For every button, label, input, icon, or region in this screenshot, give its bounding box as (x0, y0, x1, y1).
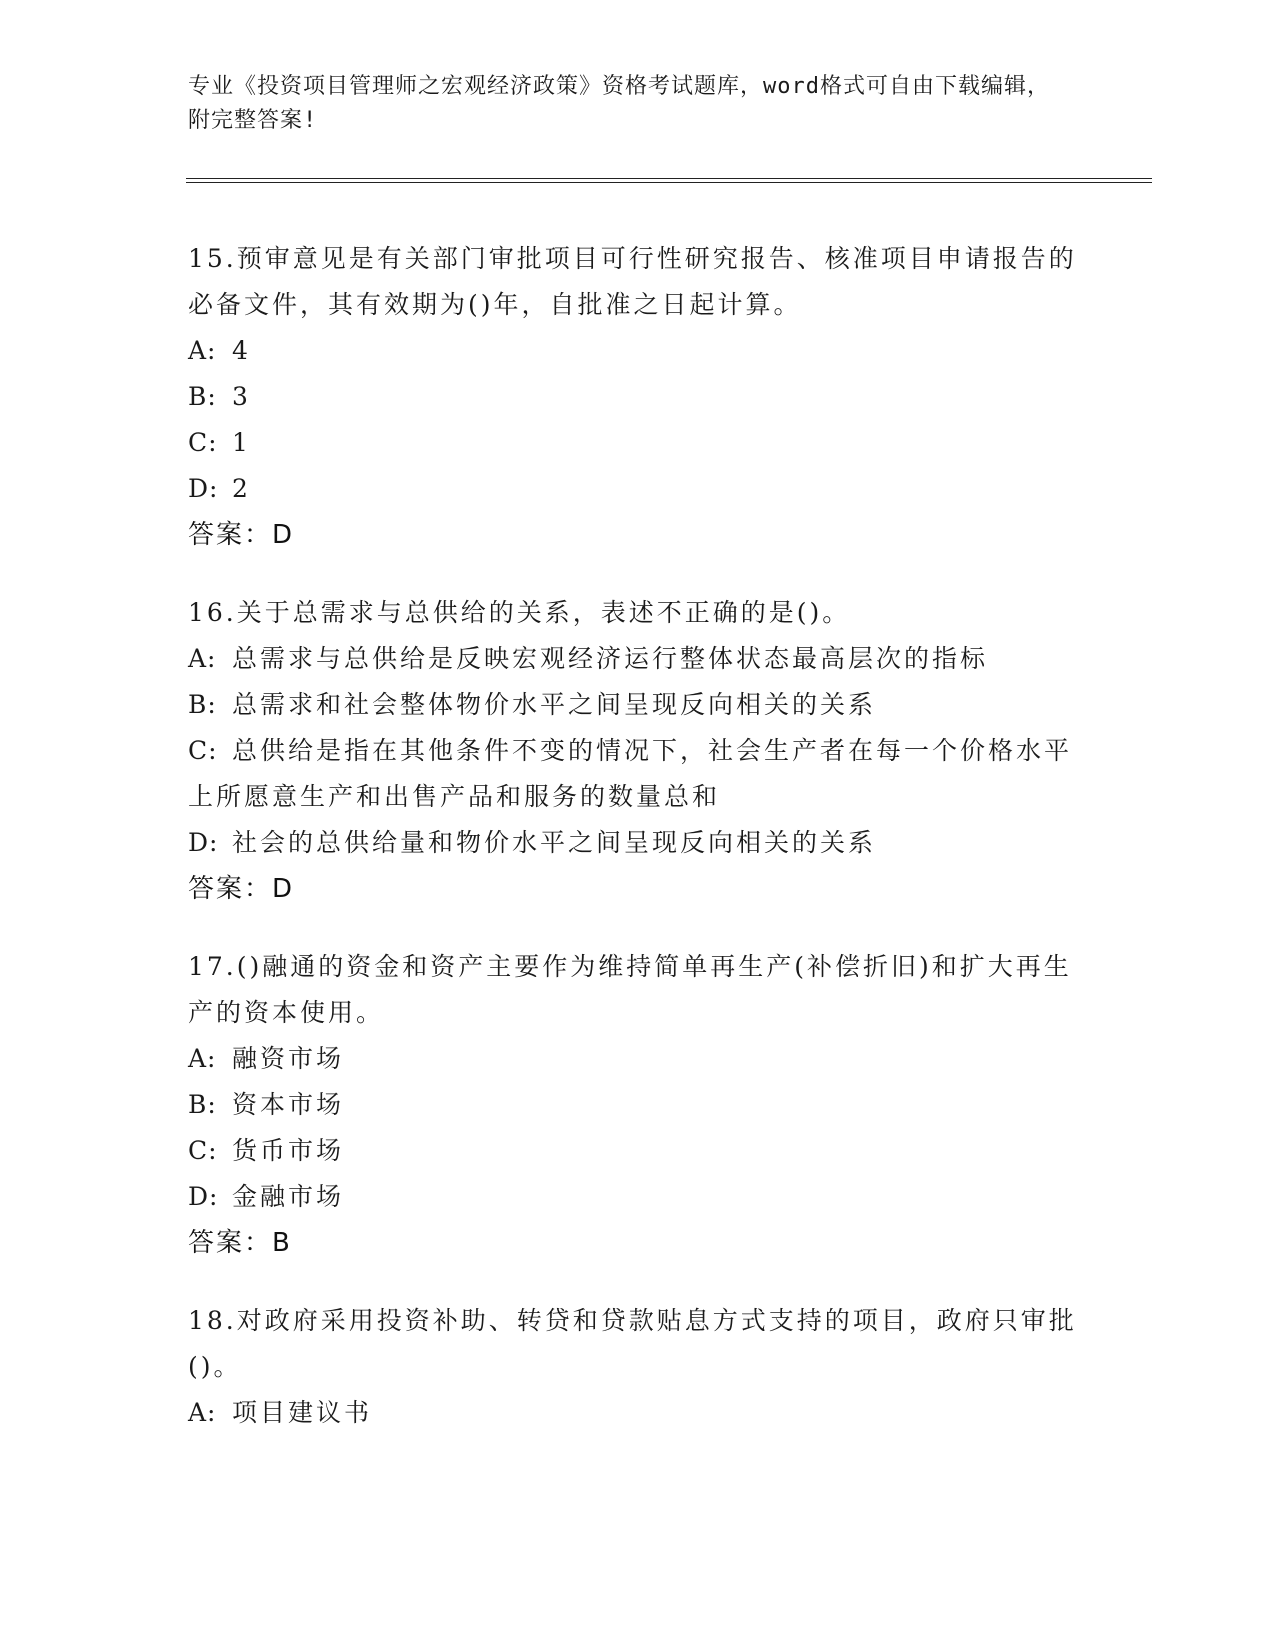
option-a (188, 328, 1088, 374)
option-letter: B: (188, 382, 217, 411)
option-text: 1 (232, 428, 251, 457)
document-header: 专业《投资项目管理师之宏观经济政策》资格考试题库，word格式可自由下载编辑，附完整答案! (188, 74, 1050, 133)
option-letter: D: (188, 828, 219, 857)
option-text: 货币市场 (232, 1136, 345, 1165)
option-a (188, 636, 1088, 682)
option-text: 项目建议书 (232, 1398, 373, 1427)
answer-line: 答案：D (188, 520, 295, 550)
option-c (188, 420, 1088, 466)
option-b (188, 374, 1088, 420)
option-letter: A: (188, 336, 217, 365)
option-letter: C: (188, 736, 218, 765)
question-text: 16.关于总需求与总供给的关系，表述不正确的是()。 (188, 598, 851, 627)
answer-line: 答案：D (188, 874, 295, 904)
option-text: 总需求和社会整体物价水平之间呈现反向相关的关系 (232, 690, 877, 719)
option-letter: A: (188, 1398, 217, 1427)
option-letter: B: (188, 1090, 217, 1119)
option-text: 融资市场 (232, 1044, 345, 1073)
question-17 (188, 944, 1088, 1266)
option-text: 总需求与总供给是反映宏观经济运行整体状态最高层次的指标 (232, 644, 989, 673)
option-text: 资本市场 (232, 1090, 345, 1119)
option-letter: C: (188, 428, 218, 457)
option-d (188, 466, 1088, 512)
option-text: 2 (232, 474, 251, 503)
option-a (188, 1036, 1088, 1082)
question-text: 15.预审意见是有关部门审批项目可行性研究报告、核准项目申请报告的必备文件，其有效期为()年，自批准之日起计算。 (188, 244, 1077, 319)
question-15 (188, 236, 1088, 558)
option-letter: B: (188, 690, 217, 719)
option-c (188, 1128, 1088, 1174)
question-text: 17.()融通的资金和资产主要作为维持简单再生产(补偿折旧)和扩大再生产的资本使用。 (188, 952, 1072, 1027)
question-text: 18.对政府采用投资补助、转贷和贷款贴息方式支持的项目，政府只审批()。 (188, 1306, 1077, 1381)
option-text: 社会的总供给量和物价水平之间呈现反向相关的关系 (232, 828, 877, 857)
question-list (188, 236, 1088, 1468)
option-c (188, 728, 1088, 820)
option-text: 总供给是指在其他条件不变的情况下，社会生产者在每一个价格水平上所愿意生产和出售产品和服务的数量总和 (188, 736, 1073, 811)
option-letter: A: (188, 1044, 217, 1073)
option-a (188, 1390, 1088, 1436)
option-text: 金融市场 (232, 1182, 345, 1211)
option-letter: D: (188, 1182, 219, 1211)
question-18 (188, 1298, 1088, 1436)
option-letter: C: (188, 1136, 218, 1165)
option-letter: D: (188, 474, 219, 503)
question-16 (188, 590, 1088, 912)
header-divider (186, 178, 1152, 183)
option-letter: A: (188, 644, 217, 673)
option-d (188, 1174, 1088, 1220)
answer-line: 答案：B (188, 1228, 292, 1258)
option-text: 4 (232, 336, 251, 365)
option-b (188, 682, 1088, 728)
option-text: 3 (232, 382, 251, 411)
option-d (188, 820, 1088, 866)
option-b (188, 1082, 1088, 1128)
